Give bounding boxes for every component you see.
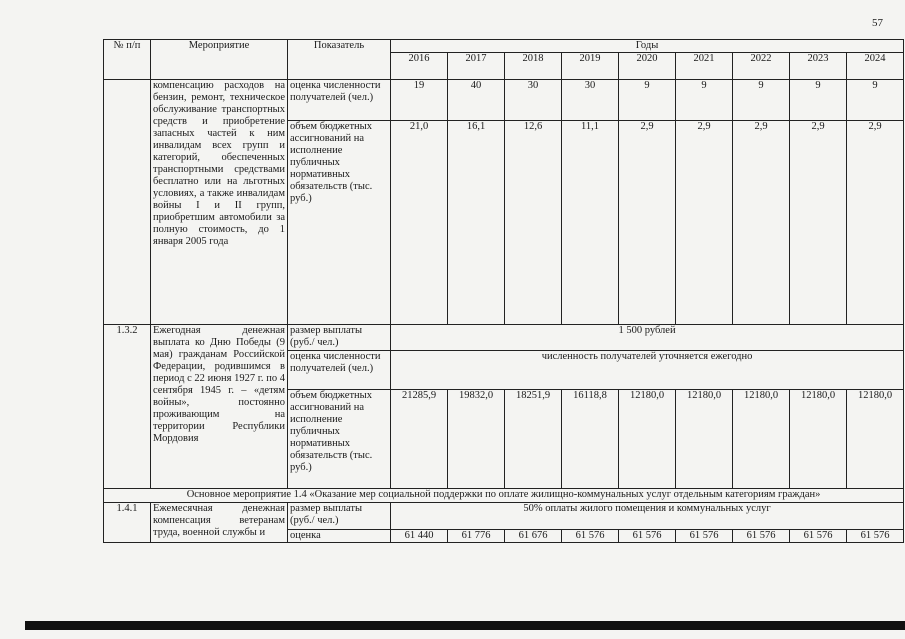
value-cell: 2,9 — [790, 121, 847, 325]
value-cell: 21285,9 — [391, 390, 448, 489]
value-cell: 21,0 — [391, 121, 448, 325]
year-header: 2017 — [448, 53, 505, 80]
year-header: 2018 — [505, 53, 562, 80]
value-cell: 61 440 — [391, 530, 448, 543]
event-header: Мероприятие — [151, 40, 288, 80]
value-cell: 9 — [790, 80, 847, 121]
value-cell: 40 — [448, 80, 505, 121]
value-cell: 61 576 — [847, 530, 904, 543]
row-number — [104, 80, 151, 325]
indicator-cell: оценка — [288, 530, 391, 543]
value-cell: 16,1 — [448, 121, 505, 325]
value-cell: 12180,0 — [676, 390, 733, 489]
row-number: 1.4.1 — [104, 503, 151, 543]
value-cell: 9 — [733, 80, 790, 121]
value-cell: 30 — [505, 80, 562, 121]
program-table — [103, 39, 904, 543]
value-cell: 9 — [676, 80, 733, 121]
value-cell: 61 576 — [733, 530, 790, 543]
table-row — [104, 503, 904, 530]
value-cell: 61 676 — [505, 530, 562, 543]
value-cell: 12180,0 — [619, 390, 676, 489]
indicator-cell: размер выплаты (руб./ чел.) — [288, 325, 391, 351]
merged-value-cell: 50% оплаты жилого помещения и коммунальных услуг — [391, 503, 904, 530]
value-cell: 61 576 — [562, 530, 619, 543]
value-cell: 61 776 — [448, 530, 505, 543]
year-header: 2021 — [676, 53, 733, 80]
years-header: Годы — [391, 40, 904, 53]
year-header: 2020 — [619, 53, 676, 80]
table-row — [104, 80, 904, 121]
value-cell: 12180,0 — [790, 390, 847, 489]
value-cell: 61 576 — [790, 530, 847, 543]
section-title: Основное мероприятие 1.4 «Оказание мер социальной поддержки по оплате жилищно-коммунальных услуг отдельным категориям граждан» — [104, 489, 904, 503]
year-header: 2024 — [847, 53, 904, 80]
table-row — [104, 325, 904, 351]
event-cell: компенсацию расходов на бензин, ремонт, техническое обслуживание транспортных средств и приобретение запасных частей к ним инвалидам всех групп и категорий, обеспеченных транспортными средствами бесплатно или на льготных условиях, а также инвалидам войны I и II групп, приобретшим автомобили за полную стоимость, до 1 января 2005 года — [151, 80, 288, 325]
value-cell: 19 — [391, 80, 448, 121]
value-cell: 2,9 — [676, 121, 733, 325]
section-row — [104, 489, 904, 503]
value-cell: 61 576 — [676, 530, 733, 543]
value-cell: 12180,0 — [847, 390, 904, 489]
value-cell: 2,9 — [733, 121, 790, 325]
value-cell: 12,6 — [505, 121, 562, 325]
value-cell: 11,1 — [562, 121, 619, 325]
value-cell: 18251,9 — [505, 390, 562, 489]
value-cell: 61 576 — [619, 530, 676, 543]
value-cell: 16118,8 — [562, 390, 619, 489]
value-cell: 2,9 — [847, 121, 904, 325]
value-cell: 9 — [847, 80, 904, 121]
indicator-cell: оценка численности получателей (чел.) — [288, 351, 391, 390]
event-cell: Ежегодная денежная выплата ко Дню Победы (9 мая) гражданам Российской Федерации, родившимся в период с 22 июня 1927 г. по 4 сентября 1945 г. – «детям войны», постоянно проживающим на территории Республики Мордовия — [151, 325, 288, 489]
row-number: 1.3.2 — [104, 325, 151, 489]
event-cell: Ежемесячная денежная компенсация ветеранам труда, военной службы и — [151, 503, 288, 543]
merged-value-cell: 1 500 рублей — [391, 325, 904, 351]
value-cell: 19832,0 — [448, 390, 505, 489]
indicator-cell: объем бюджетных ассигнований на исполнение публичных нормативных обязательств (тыс. руб.) — [288, 121, 391, 325]
merged-value-cell: численность получателей уточняется ежегодно — [391, 351, 904, 390]
value-cell: 9 — [619, 80, 676, 121]
num-header: № п/п — [104, 40, 151, 80]
year-header: 2023 — [790, 53, 847, 80]
page-number: 57 — [872, 17, 883, 29]
indicator-header: Показатель — [288, 40, 391, 80]
year-header: 2022 — [733, 53, 790, 80]
value-cell: 12180,0 — [733, 390, 790, 489]
year-header: 2019 — [562, 53, 619, 80]
scan-edge-bar — [25, 621, 905, 630]
value-cell: 2,9 — [619, 121, 676, 325]
indicator-cell: объем бюджетных ассигнований на исполнение публичных нормативных обязательств (тыс. руб.) — [288, 390, 391, 489]
year-header: 2016 — [391, 53, 448, 80]
value-cell: 30 — [562, 80, 619, 121]
indicator-cell: размер выплаты (руб./ чел.) — [288, 503, 391, 530]
indicator-cell: оценка численности получателей (чел.) — [288, 80, 391, 121]
header-row-1 — [104, 40, 904, 53]
